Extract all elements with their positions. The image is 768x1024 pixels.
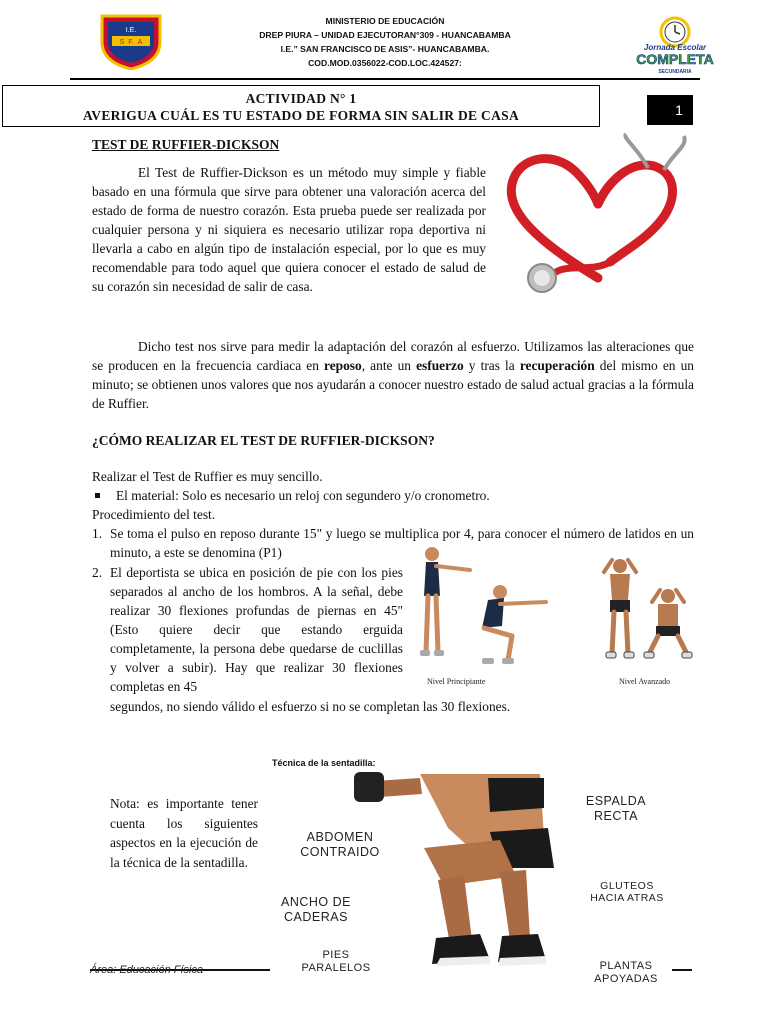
step-2 (92, 563, 403, 696)
squat-technique-image (340, 768, 580, 982)
step-2-number: 2. (92, 565, 103, 580)
footer-right-rule (672, 969, 692, 971)
activity-title-box (2, 85, 600, 127)
label-espalda-1: ESPALDA (585, 794, 647, 808)
stethoscope-heart-image (498, 132, 696, 298)
label-gluteos-2: HACIA ATRAS (590, 892, 664, 904)
header-line-4: COD.MOD.0356022-COD.LOC.424527: (308, 58, 462, 68)
caption-advanced: Nivel Avanzado (619, 677, 671, 686)
step-1-number: 1. (92, 526, 103, 541)
label-plantas-2: APOYADAS (594, 973, 658, 984)
jornada-logo (632, 12, 718, 76)
label-gluteos (572, 880, 682, 904)
label-abdomen-2: CONTRAIDO (300, 845, 380, 859)
logo-text-top: I.E. (125, 27, 137, 34)
material-bullet (92, 486, 694, 505)
school-logo (98, 12, 164, 70)
jornada-logo-line-3: SECUNDARIA (658, 69, 692, 75)
header-rule (70, 78, 700, 80)
label-ancho-1: ANCHO DE (281, 895, 351, 909)
procedure-label: Procedimiento del test. (92, 507, 216, 522)
header-text (220, 14, 550, 70)
activity-number: ACTIVIDAD N° 1 (245, 91, 357, 106)
intro-paragraph (92, 163, 486, 296)
footer-area: Área: Educación Física (90, 964, 204, 976)
section-title-how: ¿CÓMO REALIZAR EL TEST DE RUFFIER-DICKSON? (92, 433, 435, 448)
jornada-logo-line-1: Jornada Escolar (643, 43, 707, 52)
intro-text: El Test de Ruffier-Dickson es un método muy simple y fiable basado en una fórmula que sirve para obtener una valoración acerca del estado de forma de nuestro corazón. Esta prueba puede ser realizada por cualquier persona y ni siquiera es necesario utilizar ropa deportiva ni llevarla a cabo en algún tipo de instalación especial, por lo que es muy recomendable para todo aquel que quiera conocer el estado de salud de su corazón sin necesidad de salir de casa. (92, 165, 486, 294)
label-ancho-2: CADERAS (284, 910, 348, 924)
p2-text-e: y tras la (463, 358, 520, 373)
p2-text-c: , ante un (361, 358, 417, 373)
caption-beginner: Nivel Principiante (427, 677, 486, 686)
material-text: El material: Solo es necesario un reloj con segundero y/o cronometro. (116, 488, 490, 503)
bullet-icon (95, 493, 100, 498)
label-abdomen (292, 830, 388, 860)
p2-reposo: reposo (324, 358, 362, 373)
step-2-text: El deportista se ubica en posición de pie con los pies separados al ancho de los hombros. A la señal, debe realizar 30 flexiones profundas de piernas en 45" (Esto quiere decir que estando erguida completamente, la persona debe quedarse de cuclillas y volver a subir). Hay que realizar 30 flexiones completas en 45 (110, 565, 403, 694)
step-2-continuation: segundos, no siendo válido el esfuerzo si no se completan las 30 flexiones. (110, 699, 511, 714)
squat-technique-title: Técnica de la sentadilla: (272, 758, 376, 768)
paragraph-2 (92, 337, 694, 413)
activity-title: AVERIGUA CUÁL ES TU ESTADO DE FORMA SIN SALIR DE CASA (83, 108, 519, 123)
p2-recuperacion: recuperación (519, 358, 595, 373)
label-pies-2: PARALELOS (301, 962, 371, 974)
p2-text-a: Dicho test nos sirve para medir la adaptación del corazón al esfuerzo. Utilizamos las alteraciones que se producen en la frecuencia cardiaca en (92, 339, 694, 373)
p2-text-g: del mismo en un minuto; se obtienen unos valores que nos ayudarán a conocer nuestro estado de salud actual gracias a la fórmula de Ruffier. (92, 358, 694, 411)
label-plantas-1: PLANTAS (599, 960, 653, 972)
label-espalda-2: RECTA (594, 809, 638, 823)
header-line-3: I.E.” SAN FRANCISCO DE ASIS”- HUANCABAMBA. (280, 44, 490, 54)
logo-text-f: F. (128, 39, 134, 46)
page-number: 1 (647, 95, 693, 125)
label-gluteos-1: GLUTEOS (600, 880, 654, 892)
section-title-test: TEST DE RUFFIER-DICKSON (92, 137, 280, 152)
beginner-squat-figures (412, 540, 562, 672)
jornada-logo-line-2: COMPLETA (636, 51, 714, 67)
label-abdomen-1: ABDOMEN (306, 830, 374, 844)
note-paragraph: Nota: es importante tener cuenta los siguientes aspectos en la ejecución de la técnica de la sentadilla. (110, 796, 258, 870)
label-pies (298, 949, 374, 975)
advanced-squat-figures (594, 554, 698, 662)
header-line-2: DREP PIURA – UNIDAD EJECUTORAN°309 - HUANCABAMBA (259, 30, 511, 40)
label-ancho (276, 895, 356, 925)
logo-text-s: S (119, 39, 125, 46)
label-espalda (570, 794, 662, 824)
how-intro: Realizar el Test de Ruffier es muy sencillo. (92, 469, 323, 484)
label-plantas (586, 960, 666, 984)
step-1-text: Se toma el pulso en reposo durante 15" y luego se multiplica por 4, para conocer el número de latidos en un minuto, a este se denomina (P1) (110, 526, 694, 560)
logo-text-a: A (137, 39, 143, 46)
label-pies-1: PIES (322, 949, 350, 961)
p2-esfuerzo: esfuerzo (416, 358, 464, 373)
header-line-1: MINISTERIO DE EDUCACIÓN (325, 16, 445, 26)
